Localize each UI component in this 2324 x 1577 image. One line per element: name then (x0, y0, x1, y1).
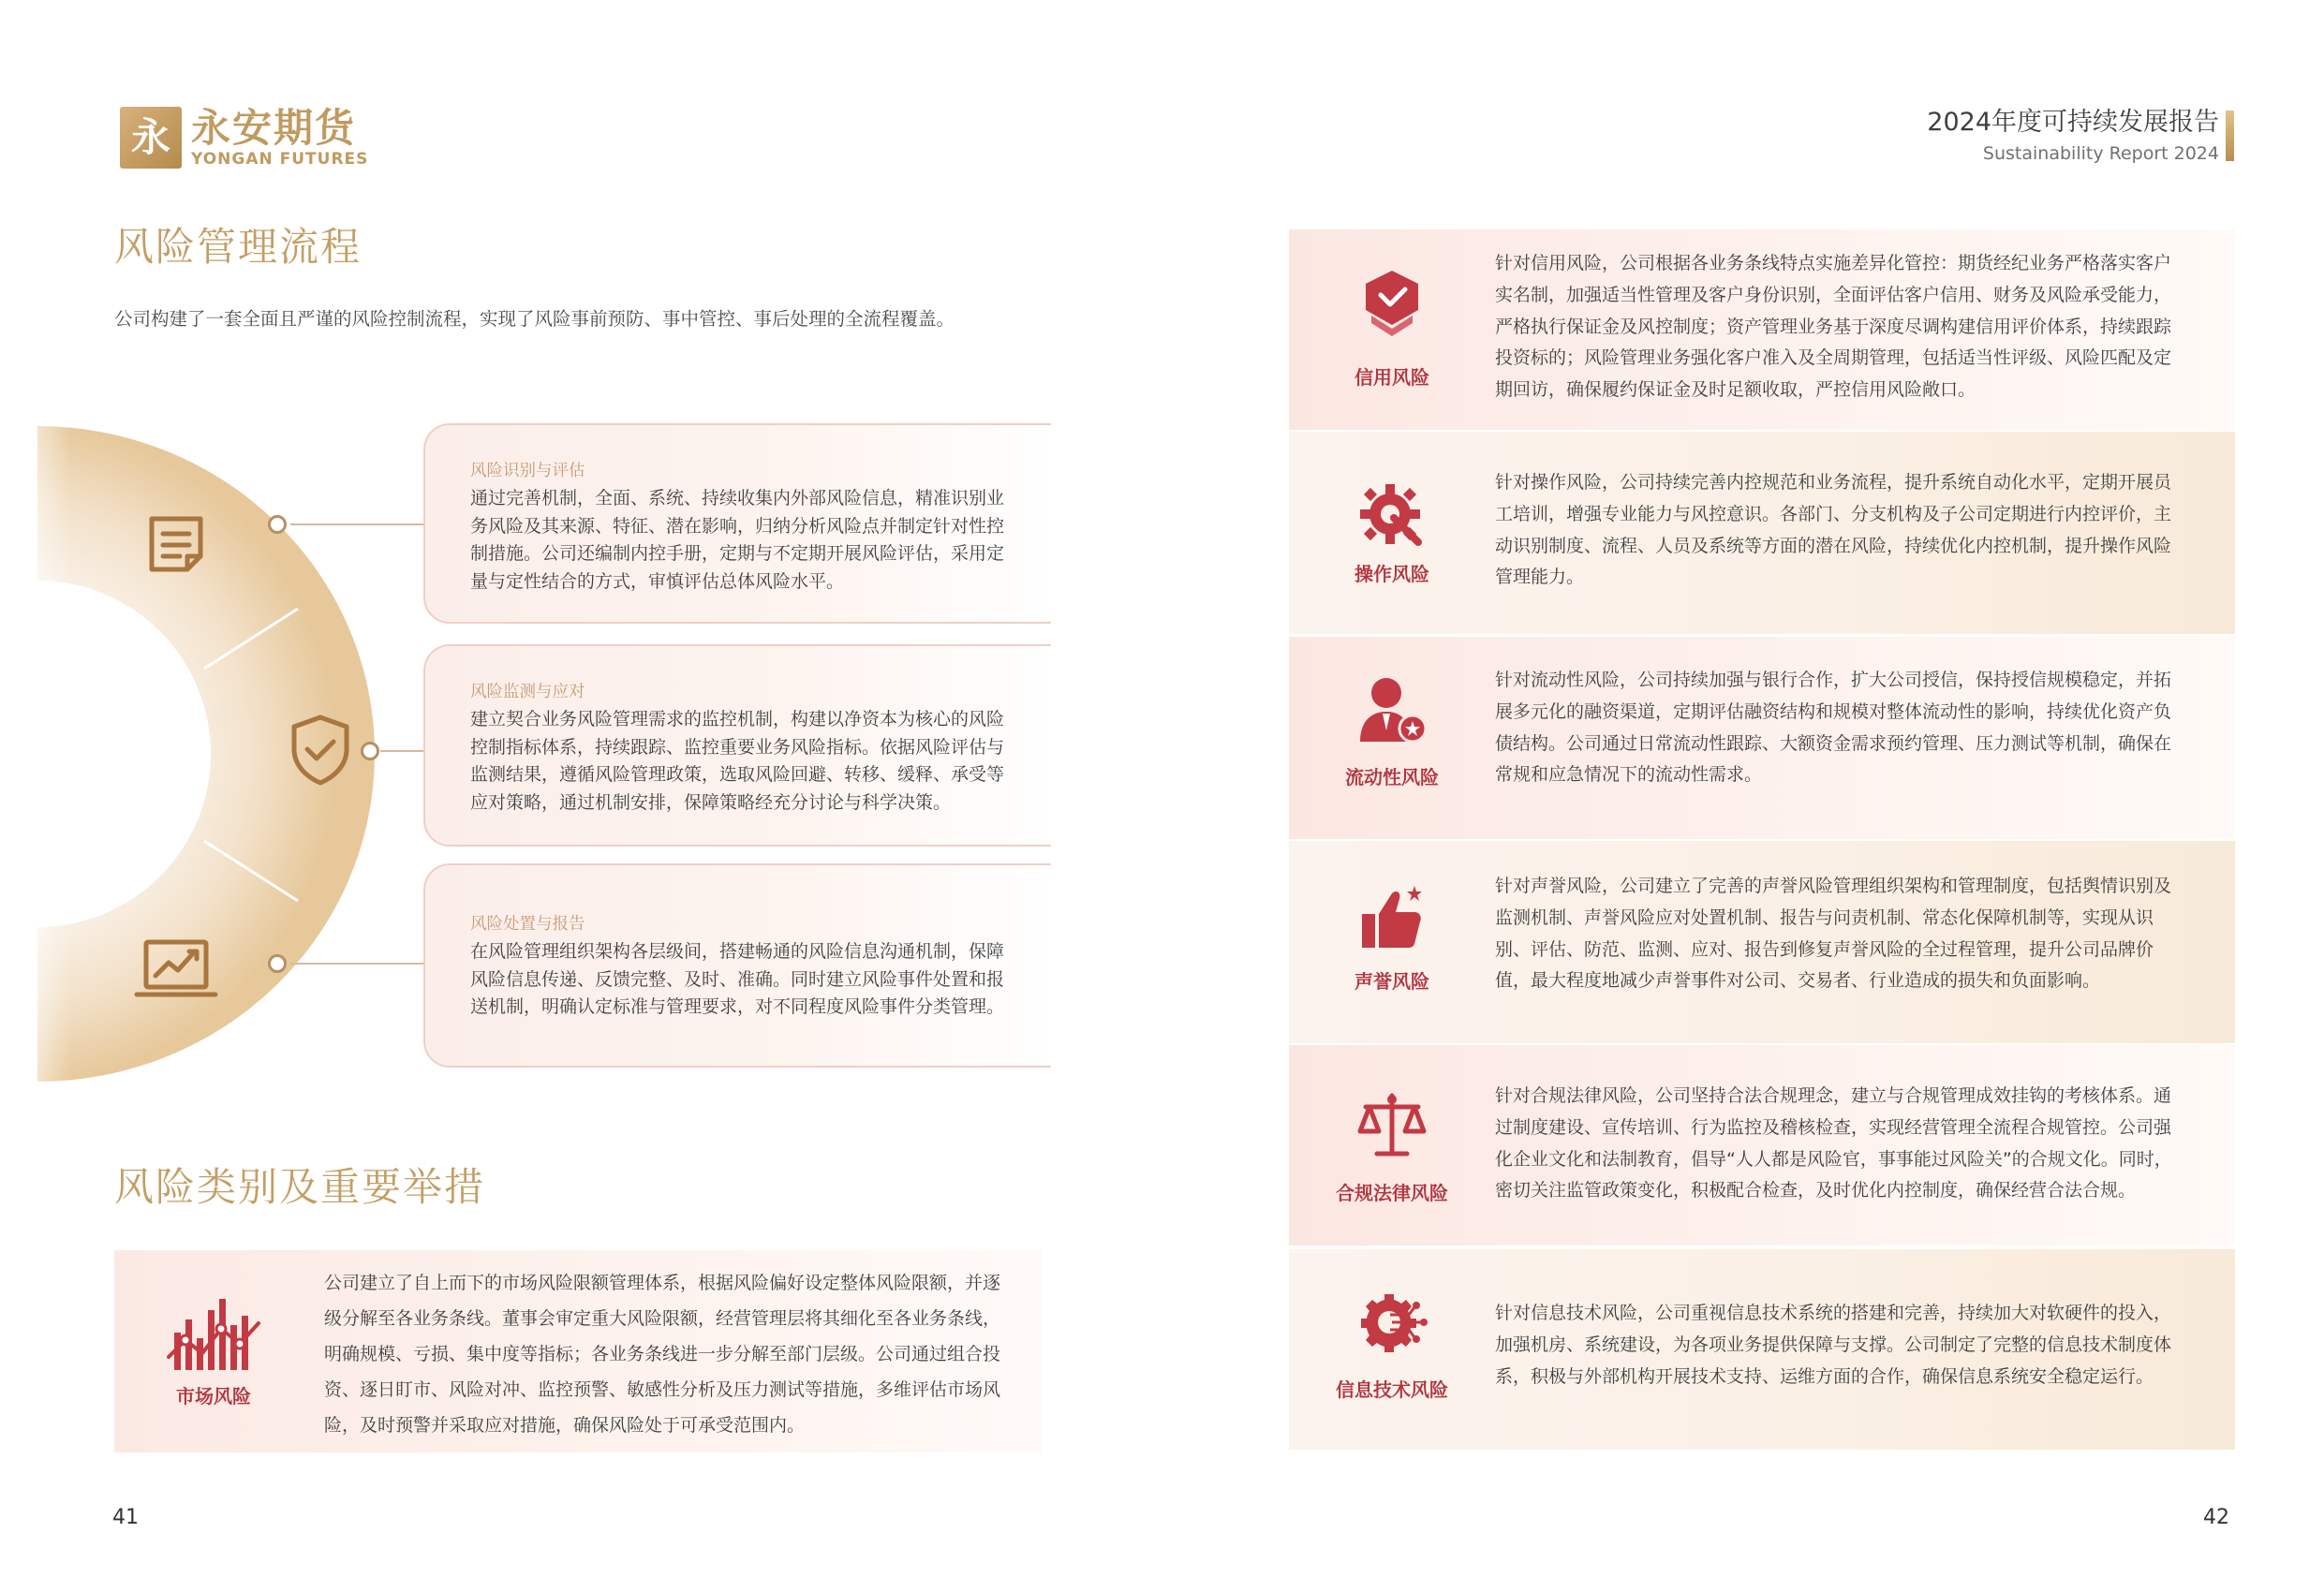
process-card-identify (423, 423, 1051, 624)
page-number-right: 42 (2203, 1506, 2229, 1529)
risk-label: 声誉风险 (1354, 970, 1429, 993)
credit-badge-icon (1356, 267, 1428, 338)
section-title-risk-categories: 风险类别及重要举措 (114, 1164, 486, 1210)
process-card-monitor (423, 644, 1051, 847)
risk-description: 针对合规法律风险，公司坚持合法合规理念，建立与合规管理成效挂钩的考核体系。通 过制度建设、宣传培训、行为监控及稽核检查，实现经营管理全流程合规管控。公司强 化企业文化和法制教育，倡导“人人都是风险官，事事能过风险关”的合规文化。同时， 密切关注监管政策变化，积极配合检查，及时优化内控制度，确保经营合法合规。 (1495, 1085, 2172, 1201)
risk-block-reputation (1289, 841, 2235, 1043)
circuit-gear-icon (1356, 1287, 1428, 1358)
risk-description: 针对信用风险，公司根据各业务条线特点实施差异化管控：期货经纪业务严格落实客户 实名制，加强适当性管理及客户身份识别，全面评估客户信用、财务及风险承受能力， 严格执行保证金及风控制度；资产管理业务基于深度尽调构建信用评价体系，持续跟踪 投资标的；风险管理业务强化客户准入及全周期管理，包括适当性评级、风险匹配及定 期回访，确保履约保证金及时足额收取，严控信用风险敞口。 (1495, 253, 2172, 401)
risk-block-it (1289, 1249, 2235, 1450)
risk-block-market (114, 1250, 1042, 1452)
risk-block-compliance (1289, 1045, 2235, 1245)
logo-chinese-name: 永安期货 (191, 105, 357, 151)
process-arc-graphic (0, 421, 393, 1086)
connector-dot (361, 742, 379, 760)
risk-description: 针对信息技术风险，公司重视信息技术系统的搭建和完善，持续加大对软硬件的投入， 加强机房、系统建设，为各项业务提供保障与支撑。公司制定了完整的信息技术制度体 系，积极与外部机构开展技术支持、运维方面的合作，确保信息系统安全稳定运行。 (1495, 1303, 2172, 1387)
risk-label: 市场风险 (176, 1385, 251, 1408)
risk-label: 信用风险 (1354, 366, 1429, 389)
risk-block-operational (1289, 432, 2235, 634)
section-title-risk-process: 风险管理流程 (114, 224, 363, 270)
risk-block-liquidity (1289, 637, 2235, 839)
section-intro: 公司构建了一套全面且严谨的风险控制流程，实现了风险事前预防、事中管控、事后处理的全流程覆盖。 (114, 308, 955, 330)
risk-label: 合规法律风险 (1336, 1182, 1448, 1204)
risk-description: 针对操作风险，公司持续完善内控规范和业务流程，提升系统自动化水平，定期开展员 工培训，增强专业能力与风控意识。各部门、分支机构及子公司定期进行内控评价，主 动识别制度、流程、人员及系统等方面的潜在风险，持续优化内控机制，提升操作风险 管理能力。 (1495, 472, 2172, 588)
connector-line (290, 523, 423, 525)
report-subtitle: Sustainability Report 2024 (1982, 143, 2219, 164)
process-card-title: 风险识别与评估 (470, 462, 585, 480)
logo-mark: 永 (120, 107, 182, 169)
risk-label: 流动性风险 (1345, 766, 1439, 788)
risk-description: 公司建立了自上而下的市场风险限额管理体系，根据风险偏好设定整体风险限额，并逐 级分解至各业务条线。董事会审定重大风险限额，经营管理层将其细化至各业务条线， 明确规模、亏损、集中度等指标；各业务条线进一步分解至部门层级。公司通过组合投 资、逐日盯市、风险对冲、监控预警、敏感性分析及压力测试等措施，多维评估市场风 险，及时预警并采取应对措施，确保风险处于可承受范围内。 (324, 1273, 1001, 1436)
gear-wrench-icon (1356, 480, 1428, 552)
company-logo (120, 107, 373, 169)
process-card-title: 风险监测与应对 (470, 683, 585, 701)
page-number-left: 41 (112, 1506, 139, 1529)
risk-description: 针对声誉风险，公司建立了完善的声誉风险管理组织架构和管理制度，包括舆情识别及 监测机制、声誉风险应对处置机制、报告与问责机制、常态化保障机制等，实现从识 别、评估、防范、监测、应对、报告到修复声誉风险的全过程管理，提升公司品牌价 值，最大程度地减少声誉事件对公司、交易者、行业造成的损失和负面影响。 (1495, 876, 2172, 992)
thumbs-up-icon (1356, 882, 1428, 953)
connector-line (380, 750, 423, 752)
connector-line (290, 963, 423, 965)
process-card-text: 通过完善机制，全面、系统、持续收集内外部风险信息，精准识别业 务风险及其来源、特征、潜在影响，归纳分析风险点并制定针对性控 制措施。公司还编制内控手册，定期与不定期开展风险评估，采用定 量与定性结合的方式，审慎评估总体风险水平。 (470, 488, 1005, 592)
connector-dot (268, 954, 287, 973)
process-card-title: 风险处置与报告 (470, 915, 585, 934)
scales-icon (1356, 1090, 1428, 1161)
process-card-text: 建立契合业务风险管理需求的监控机制，构建以净资本为核心的风险 控制指标体系，持续跟踪、监控重要业务风险指标。依据风险评估与 监测结果，遵循风险管理政策，选取风险回避、转移、缓释、承受等 应对策略，通过机制安排，保障策略经充分讨论与科学决策。 (470, 709, 1005, 813)
process-card-text: 在风险管理组织架构各层级间，搭建畅通的风险信息沟通机制，保障 风险信息传递、反馈完整、及时、准确。同时建立风险事件处置和报 送机制，明确认定标准与管理要求，对不同程度风险事件分类管理。 (470, 941, 1005, 1017)
person-star-icon (1356, 674, 1428, 745)
risk-label: 操作风险 (1354, 563, 1429, 585)
risk-description: 针对流动性风险，公司持续加强与银行合作，扩大公司授信，保持授信规模稳定，并拓 展多元化的融资渠道，定期评估融资结构和规模对整体流动性的影响，持续优化资产负 债结构。公司通过日常流动性跟踪、大额资金需求预约管理、压力测试等机制，确保在 常规和应急情况下的流动性需求。 (1495, 670, 2172, 786)
report-title: 2024年度可持续发展报告 (1927, 108, 2219, 137)
risk-block-credit (1289, 229, 2235, 430)
header-accent-bar (2226, 111, 2234, 161)
risk-label: 信息技术风险 (1336, 1378, 1448, 1401)
market-chart-icon (165, 1291, 262, 1376)
connector-dot (268, 515, 287, 534)
process-card-handle (423, 863, 1051, 1068)
logo-english-name: YONGAN FUTURES (191, 150, 369, 169)
